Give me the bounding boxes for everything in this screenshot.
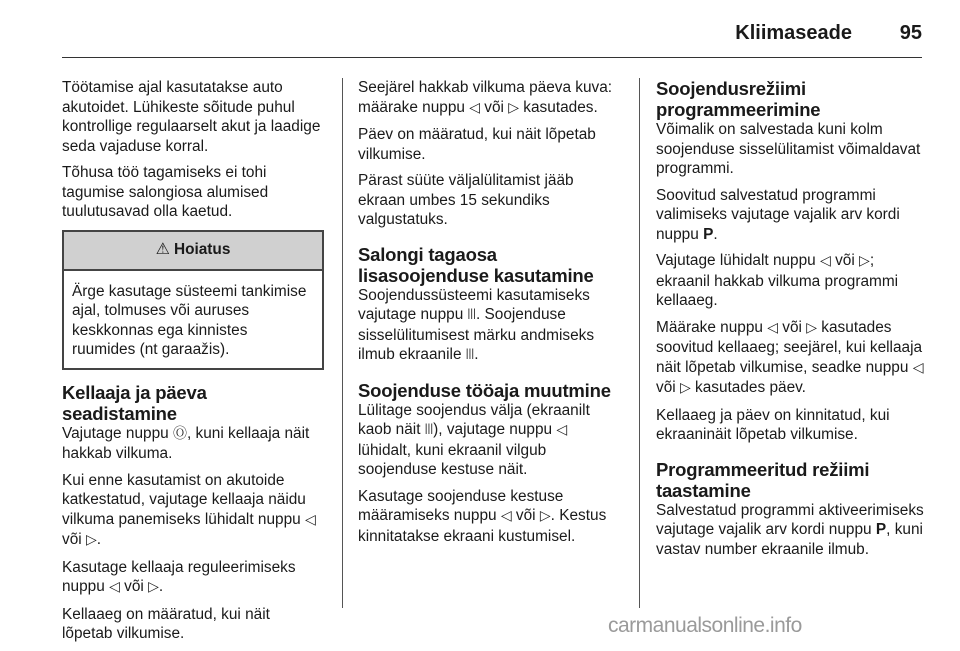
left-arrow-icon: ◁ — [912, 359, 924, 376]
warning-text: Ärge kasutage süsteemi tankimise ajal, tolmuses või auruses keskkonnas ega kinnistes ruumides (nt garaažis). — [72, 282, 307, 358]
page-number: 95 — [899, 22, 922, 44]
left-arrow-icon: ◁ — [767, 319, 779, 336]
left-arrow-icon: ◁ — [556, 422, 568, 438]
paragraph: Tõhusa töö tagamiseks ei tohi tagumise salongiosa alumised tuulutusavad olla kaetud. — [62, 164, 269, 220]
p-button-label: P — [703, 225, 714, 243]
column-divider — [342, 78, 343, 608]
paragraph: Kasutage soojenduse kestuse määramiseks nuppu ◁ või ▷. Kestus kinnitatakse ekraani kustumisel. — [358, 487, 607, 545]
right-arrow-icon: ▷ — [539, 508, 551, 524]
right-arrow-icon: ▷ — [679, 380, 691, 396]
paragraph: Kellaaeg on määratud, kui näit lõpetab vilkumise. — [62, 605, 270, 642]
column-divider — [639, 78, 640, 608]
right-arrow-icon: ▷ — [859, 253, 870, 269]
warning-icon: ⚠ — [155, 241, 170, 259]
paragraph: Töötamise ajal kasutatakse auto akutoidet. Lühikeste sõitude puhul kontrollige regulaarselt akut ja laadige seda vajaduse korral. — [62, 79, 321, 155]
section-heading: Kellaaja ja päeva seadistamine — [62, 381, 207, 424]
paragraph: Lülitage soojendus välja (ekraanilt kaob näit ꔖ), vajutage nuppu ◁ lühidalt, kuni ekraanil vilgub soojenduse kestuse näit. — [358, 401, 590, 478]
page-header — [62, 12, 922, 58]
paragraph: Vajutage lühidalt nuppu ◁ või ▷; ekraanil hakkab vilkuma programmi kellaaeg. — [656, 252, 899, 309]
right-arrow-icon: ▷ — [806, 319, 818, 336]
heater-icon: ꔖ — [467, 307, 476, 323]
left-arrow-icon: ◁ — [304, 511, 316, 528]
paragraph: Seejärel hakkab vilkuma päeva kuva: määrake nuppu ◁ või ▷ kasutades. — [358, 79, 613, 116]
paragraph: Päev on määratud, kui näit lõpetab vilkumise. — [358, 126, 596, 163]
section-heading: Soojenduse tööaja muutmine — [358, 379, 611, 401]
section-heading: Programmeeritud režiimi taastamine — [656, 458, 870, 501]
watermark: carmanualsonline.info — [608, 614, 802, 637]
paragraph: Kui enne kasutamist on akutoide katkestatud, vajutage kellaaja näidu vilkuma panemiseks lühidalt nuppu ◁ või ▷. — [62, 471, 316, 548]
left-arrow-icon: ◁ — [469, 99, 481, 116]
heater-icon: ꔖ — [465, 347, 475, 363]
p-button-label: P — [875, 521, 887, 538]
paragraph: Kasutage kellaaja reguleerimiseks nuppu ◁ või ▷. — [62, 558, 296, 595]
section-heading: Soojendusrežiimi programmeerimine — [656, 78, 821, 120]
heater-icon: ꔖ — [424, 422, 434, 438]
right-arrow-icon: ▷ — [508, 99, 520, 116]
paragraph: Vajutage nuppu Ⓞ, kuni kellaaja näit hakkab vilkuma. — [62, 424, 310, 462]
section-heading: Salongi tagaosa lisasoojenduse kasutamine — [358, 243, 594, 286]
column-2 — [358, 78, 624, 553]
paragraph: Salvestatud programmi aktiveerimiseks vajutage vajalik arv kordi nuppu P, kuni vastav number ekraanile ilmub. — [656, 501, 924, 558]
left-arrow-icon: ◁ — [500, 508, 512, 524]
warning-box — [62, 230, 324, 370]
paragraph: Võimalik on salvestada kuni kolm soojenduse sisselülitamist võimaldavat programmi. — [656, 121, 921, 177]
clock-icon: Ⓞ — [172, 425, 187, 442]
paragraph: Pärast süüte väljalülitamist jääb ekraan umbes 15 sekundiks valgustatuks. — [358, 172, 574, 228]
page-title: Kliimaseade — [735, 22, 852, 44]
right-arrow-icon: ▷ — [85, 532, 97, 548]
right-arrow-icon: ▷ — [148, 579, 159, 595]
paragraph: Soojendussüsteemi kasutamiseks vajutage nuppu ꔖ. Soojenduse sisselülitumisest märku andmiseks ilmub ekraanile ꔖ. — [358, 286, 595, 363]
paragraph: Soovitud salvestatud programmi valimiseks vajutage vajalik arv kordi nuppu P. — [656, 186, 900, 243]
column-3 — [656, 78, 928, 566]
left-arrow-icon: ◁ — [109, 579, 120, 595]
warning-title: Hoiatus — [173, 241, 231, 259]
warning-header — [64, 232, 322, 271]
left-arrow-icon: ◁ — [820, 253, 831, 269]
paragraph: Kellaaeg ja päev on kinnitatud, kui ekraaninäit lõpetab vilkumise. — [656, 406, 890, 443]
column-1 — [62, 78, 324, 651]
paragraph: Määrake nuppu ◁ või ▷ kasutades soovitud kellaaeg; seejärel, kui kellaaja näit lõpetab vilkumise, seadke nuppu ◁ või ▷ kasutades päev. — [656, 318, 924, 396]
